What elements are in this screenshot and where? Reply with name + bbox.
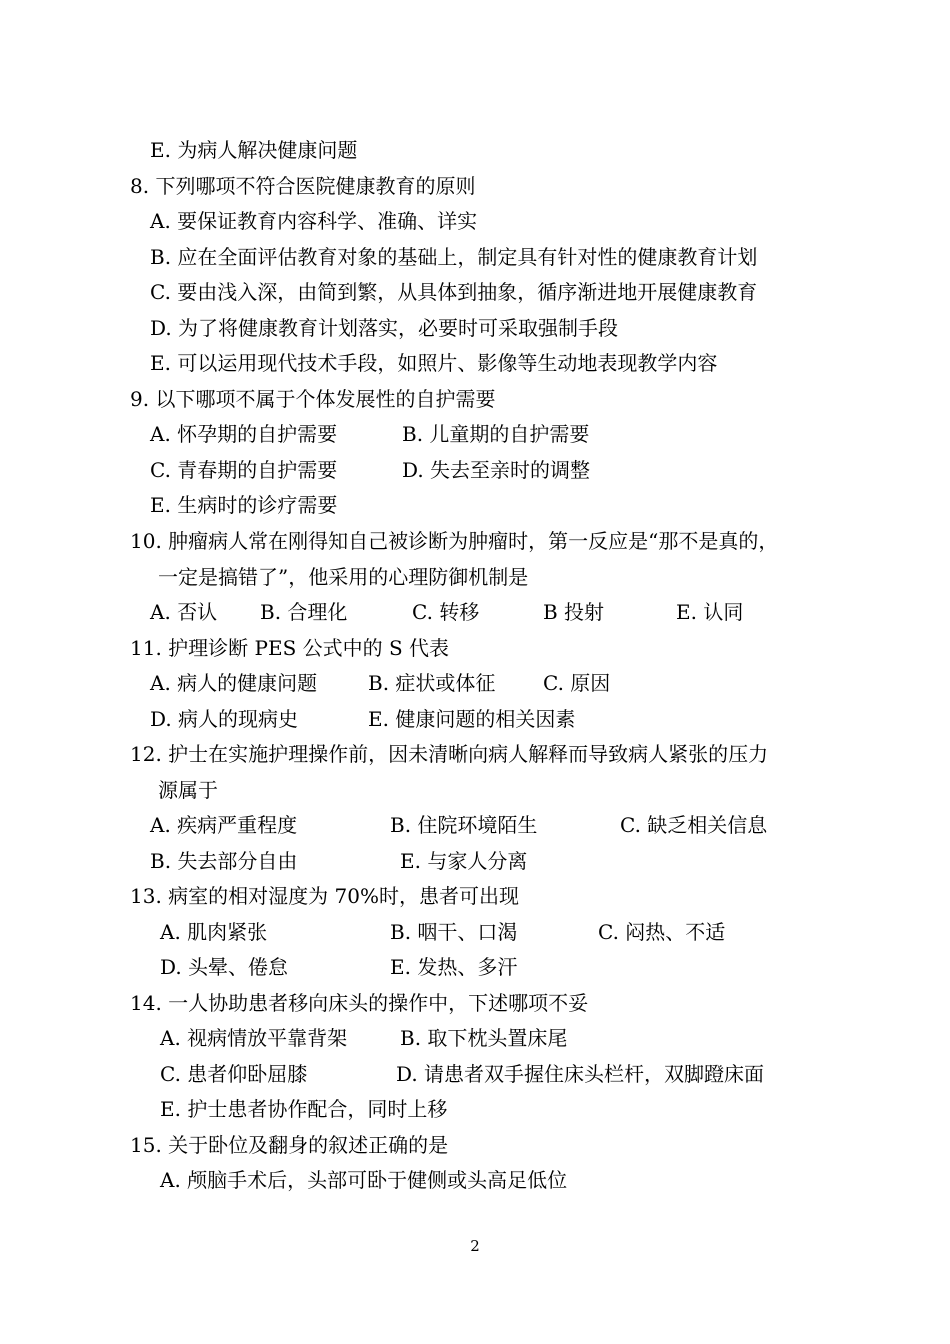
q12-options-row2 [150,847,850,875]
q11-option-b: B. 症状或体征 [368,671,496,695]
q12-option-e: E. 与家人分离 [400,849,528,873]
q9-option-c: C. 青春期的自护需要 [150,458,338,482]
q13-options-row1 [160,918,850,946]
q12-option-a: A. 疾病严重程度 [150,813,298,837]
q14-options-row1 [160,1024,850,1052]
q14-stem: 14. 一人协助患者移向床头的操作中，下述哪项不妥 [130,991,589,1015]
q12-stem-line1: 12. 护士在实施护理操作前，因未清晰向病人解释而导致病人紧张的压力 [130,742,769,766]
q12-option-c: C. 缺乏相关信息 [620,813,768,837]
q10-option-b2: B 投射 [543,600,605,624]
q14-option-e: E. 护士患者协作配合，同时上移 [160,1097,448,1121]
q8-option-e: E. 可以运用现代技术手段，如照片、影像等生动地表现教学内容 [150,351,718,375]
q10-options-row [150,598,850,626]
q14-option-d: D. 请患者双手握住床头栏杆，双脚蹬床面 [396,1062,765,1086]
q12-option-b2: B. 失去部分自由 [150,849,298,873]
q11-option-d: D. 病人的现病史 [150,707,299,731]
q12-options-row1 [150,811,850,839]
q9-option-d: D. 失去至亲时的调整 [402,458,591,482]
q11-options-row2 [150,705,850,733]
q13-option-e: E. 发热、多汗 [390,955,518,979]
q8-option-d: D. 为了将健康教育计划落实，必要时可采取强制手段 [150,316,619,340]
q9-option-b: B. 儿童期的自护需要 [402,422,590,446]
q12-stem-line2: 源属于 [158,778,218,802]
q13-stem: 13. 病室的相对湿度为 70%时，患者可出现 [130,884,519,908]
q10-stem-line1: 10. 肿瘤病人常在刚得知自己被诊断为肿瘤时，第一反应是“那不是真的， [130,529,779,553]
q11-options-row1 [150,669,850,697]
q13-option-b: B. 咽干、口渴 [390,920,518,944]
q15-stem: 15. 关于卧位及翻身的叙述正确的是 [130,1133,449,1157]
page-number: 2 [470,1237,480,1255]
q13-option-a: A. 肌肉紧张 [160,920,268,944]
q10-option-c: C. 转移 [412,600,480,624]
q7-option-e: E. 为病人解决健康问题 [150,138,358,162]
q8-stem: 8. 下列哪项不符合医院健康教育的原则 [130,174,476,198]
q9-option-a: A. 怀孕期的自护需要 [150,422,338,446]
q14-options-row2 [160,1060,850,1088]
q11-option-a: A. 病人的健康问题 [150,671,318,695]
q9-options-row2 [150,456,850,484]
q13-options-row2 [160,953,850,981]
q8-option-a: A. 要保证教育内容科学、准确、详实 [150,209,478,233]
q13-option-c: C. 闷热、不适 [598,920,726,944]
q10-option-b: B. 合理化 [260,600,348,624]
q14-option-c: C. 患者仰卧屈膝 [160,1062,308,1086]
q10-option-e: E. 认同 [676,600,744,624]
q11-option-e: E. 健康问题的相关因素 [368,707,576,731]
q10-stem-line2: 一定是搞错了”，他采用的心理防御机制是 [158,565,529,589]
q10-option-a: A. 否认 [150,600,218,624]
q9-stem: 9. 以下哪项不属于个体发展性的自护需要 [130,387,496,411]
q11-option-c: C. 原因 [543,671,611,695]
q13-option-d: D. 头晕、倦怠 [160,955,289,979]
q8-option-b: B. 应在全面评估教育对象的基础上，制定具有针对性的健康教育计划 [150,245,758,269]
q11-stem: 11. 护理诊断 PES 公式中的 S 代表 [130,636,450,660]
q15-option-a: A. 颅脑手术后，头部可卧于健侧或头高足低位 [160,1168,568,1192]
q14-option-b: B. 取下枕头置床尾 [400,1026,568,1050]
q12-option-b: B. 住院环境陌生 [390,813,538,837]
q9-options-row1 [150,420,850,448]
q8-option-c: C. 要由浅入深，由简到繁，从具体到抽象，循序渐进地开展健康教育 [150,280,758,304]
q9-option-e: E. 生病时的诊疗需要 [150,493,338,517]
q14-option-a: A. 视病情放平靠背架 [160,1026,348,1050]
